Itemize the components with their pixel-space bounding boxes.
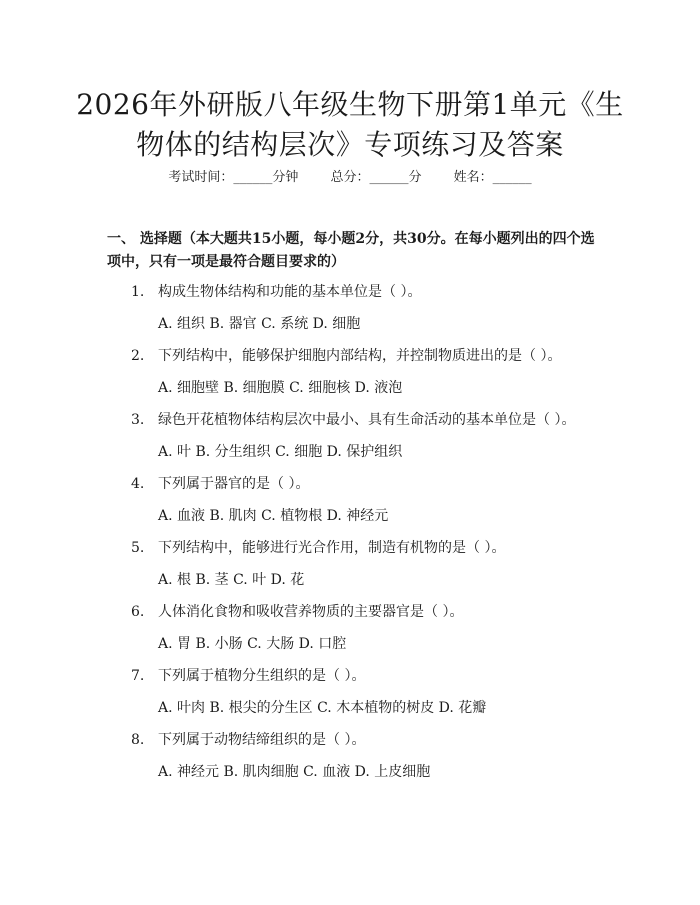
section-title: 一、 选择题（本大题共15小题，每小题2分，共30分。在每小题列出的四个选项中，只有一项是最符合题目要求的）: [107, 231, 595, 270]
question-stem: [131, 730, 365, 750]
exam-time: 考试时间：______分钟: [168, 170, 299, 185]
question-options: A. 血液 B. 肌肉 C. 植物根 D. 神经元: [158, 508, 389, 524]
question-item: [0, 474, 700, 538]
question-item: [0, 410, 700, 474]
question-text: 人体消化食物和吸收营养物质的主要器官是（ ）。: [158, 604, 464, 620]
question-options: A. 根 B. 茎 C. 叶 D. 花: [158, 572, 305, 588]
question-options: A. 胃 B. 小肠 C. 大肠 D. 口腔: [158, 636, 347, 652]
question-options: A. 叶肉 B. 根尖的分生区 C. 木本植物的树皮 D. 花瓣: [158, 700, 487, 716]
exam-score: 总分：______分: [330, 170, 422, 185]
question-text: 下列结构中，能够进行光合作用，制造有机物的是（ ）。: [158, 540, 506, 556]
title-line-2: 物体的结构层次》专项练习及答案: [136, 128, 564, 161]
question-item: [0, 730, 700, 794]
question-item: [0, 538, 700, 602]
question-text: 下列属于器官的是（ ）。: [158, 476, 310, 492]
question-stem: [131, 538, 505, 558]
question-stem: [131, 346, 561, 366]
exam-info: [0, 168, 700, 188]
question-text: 下列结构中，能够保护细胞内部结构，并控制物质进出的是（ ）。: [158, 348, 562, 364]
question-text: 下列属于动物结缔组织的是（ ）。: [158, 732, 366, 748]
question-stem: [131, 410, 575, 430]
title-line-1: 2026年外研版八年级生物下册第1单元《生: [76, 88, 624, 121]
question-options: A. 神经元 B. 肌肉细胞 C. 血液 D. 上皮细胞: [158, 764, 431, 780]
question-item: [0, 282, 700, 346]
question-number: 4.: [131, 476, 145, 492]
page-title: [70, 85, 630, 165]
question-number: 1.: [131, 284, 145, 300]
question-number: 3.: [131, 412, 145, 428]
question-options: A. 细胞壁 B. 细胞膜 C. 细胞核 D. 液泡: [158, 380, 403, 396]
question-stem: [131, 666, 365, 686]
question-item: [0, 346, 700, 410]
question-options: A. 组织 B. 器官 C. 系统 D. 细胞: [158, 316, 361, 332]
question-number: 6.: [131, 604, 145, 620]
question-stem: [131, 474, 309, 494]
question-item: [0, 666, 700, 730]
question-text: 绿色开花植物体结构层次中最小、具有生命活动的基本单位是（ ）。: [158, 412, 576, 428]
question-text: 下列属于植物分生组织的是（ ）。: [158, 668, 366, 684]
question-number: 2.: [131, 348, 145, 364]
question-number: 5.: [131, 540, 145, 556]
question-stem: [131, 602, 463, 622]
question-item: [0, 602, 700, 666]
question-text: 构成生物体结构和功能的基本单位是（ ）。: [158, 284, 422, 300]
question-number: 7.: [131, 668, 145, 684]
question-stem: [131, 282, 421, 302]
question-options: A. 叶 B. 分生组织 C. 细胞 D. 保护组织: [158, 444, 403, 460]
question-number: 8.: [131, 732, 145, 748]
exam-name: 姓名：______: [453, 170, 532, 185]
